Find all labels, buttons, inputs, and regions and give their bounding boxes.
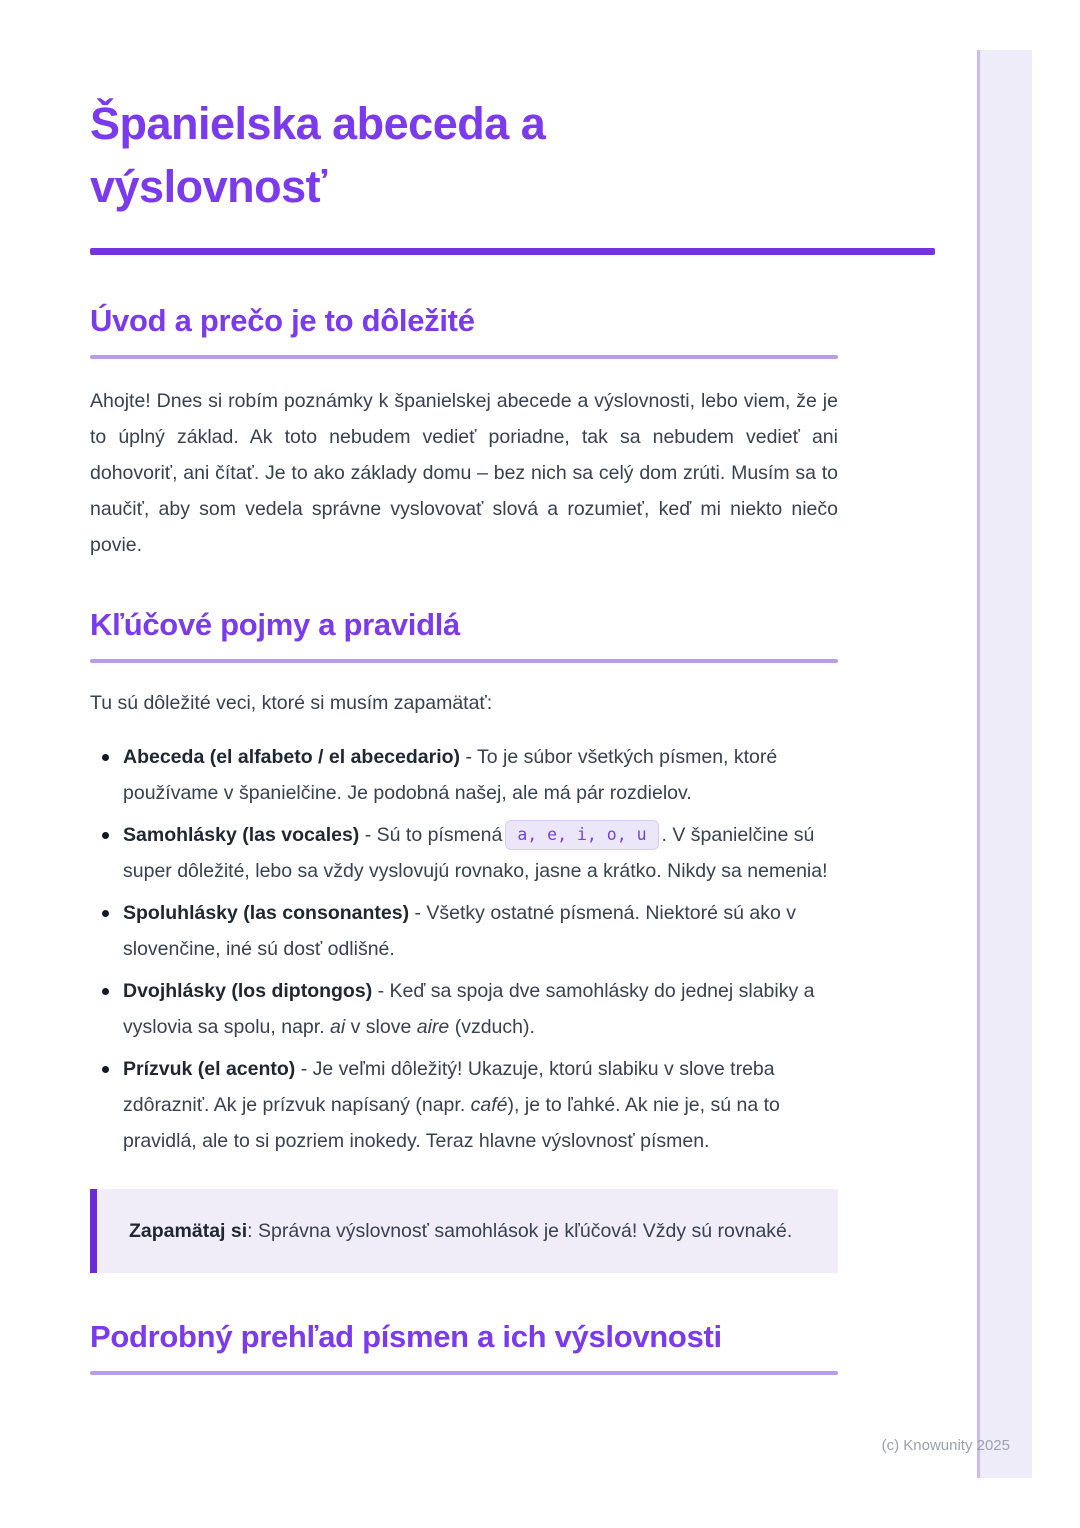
bullet-term: Prízvuk (el acento) xyxy=(123,1057,296,1080)
callout-body: : Správna výslovnosť samohlások je kľúčová! Vždy sú rovnaké. xyxy=(247,1219,793,1242)
section-next xyxy=(90,1317,838,1375)
bullet-term: Samohlásky (las vocales) xyxy=(123,823,360,846)
bullet-text: - Všetky ostatné písmená. Niektoré sú ako v slovenčine, iné sú dosť odlišné. xyxy=(123,901,797,960)
bullet-text: - Sú to písmená xyxy=(359,823,503,846)
section-heading-uvod: Úvod a prečo je to dôležité xyxy=(90,303,475,338)
italic-text: café xyxy=(470,1093,508,1116)
bullet-text: - To je súbor všetkých písmen, ktoré používame v španielčine. Je podobná našej, ale má pár rozdielov. xyxy=(123,745,778,804)
section-heading-pojmy: Kľúčové pojmy a pravidlá xyxy=(90,606,460,642)
bullet-text: (vzduch). xyxy=(449,1015,535,1038)
bullet-text: - Je veľmi dôležitý! Ukazuje, ktorú slabiku v slove treba zdôrazniť. Ak je prízvuk napísaný (napr. xyxy=(123,1057,775,1116)
concept-list xyxy=(90,739,838,1159)
title-divider xyxy=(90,248,935,255)
list-item xyxy=(90,973,838,1045)
bullet-text: ), je to ľahké. Ak nie je, sú na to pravidlá, ale to si pozriem inokedy. Teraz hlavne výslovnosť písmen. xyxy=(123,1093,780,1152)
section-heading-podrobny: Podrobný prehľad písmen a ich výslovnosti xyxy=(90,1318,722,1354)
bullet-text: . V španielčine sú super dôležité, lebo sa vždy vyslovujú rovnako, jasne a krátko. Nikdy sa nemenia! xyxy=(123,823,828,882)
document-content xyxy=(90,0,935,1375)
section-underline xyxy=(90,355,838,359)
list-item xyxy=(90,817,838,889)
list-item xyxy=(90,739,838,811)
bullet-text: - Keď sa spoja dve samohlásky do jednej slabiky a vyslovia sa spolu, napr. xyxy=(123,979,815,1038)
intro-paragraph: Ahojte! Dnes si robím poznámky k španielskej abecede a výslovnosti, lebo viem, že je to úplný základ. Ak toto nebudem vedieť poriadne, tak sa nebudem vedieť ani dohovoriť, ani čítať. Je to ako základy domu – bez nich sa celý dom zrúti. Musím sa to naučiť, aby som vedela správne vyslovovať slová a rozumieť, keď mi niekto niečo povie. xyxy=(90,389,838,556)
list-item xyxy=(90,1051,838,1159)
list-item xyxy=(90,895,838,967)
section-underline xyxy=(90,659,838,663)
bullet-text: v slove xyxy=(345,1015,417,1038)
right-margin-stripe xyxy=(977,50,1032,1478)
section-concepts xyxy=(90,605,838,1273)
bullet-term: Abeceda (el alfabeto / el abecedario) xyxy=(123,745,461,768)
section-underline xyxy=(90,1371,838,1375)
bullet-term: Spoluhlásky (las consonantes) xyxy=(123,901,410,924)
callout-note xyxy=(90,1189,838,1273)
copyright-watermark: (c) Knowunity 2025 xyxy=(881,1437,1010,1454)
italic-text: aire xyxy=(416,1015,450,1038)
italic-text: ai xyxy=(330,1015,346,1038)
list-intro: Tu sú dôležité veci, ktoré si musím zapamätať: xyxy=(90,691,493,714)
bullet-term: Dvojhlásky (los diptongos) xyxy=(123,979,373,1002)
page-title: Španielska abeceda a výslovnosť xyxy=(90,98,546,212)
inline-code-vowels: a, e, i, o, u xyxy=(505,820,658,851)
section-intro xyxy=(90,301,838,563)
callout-lead: Zapamätaj si xyxy=(129,1219,248,1242)
